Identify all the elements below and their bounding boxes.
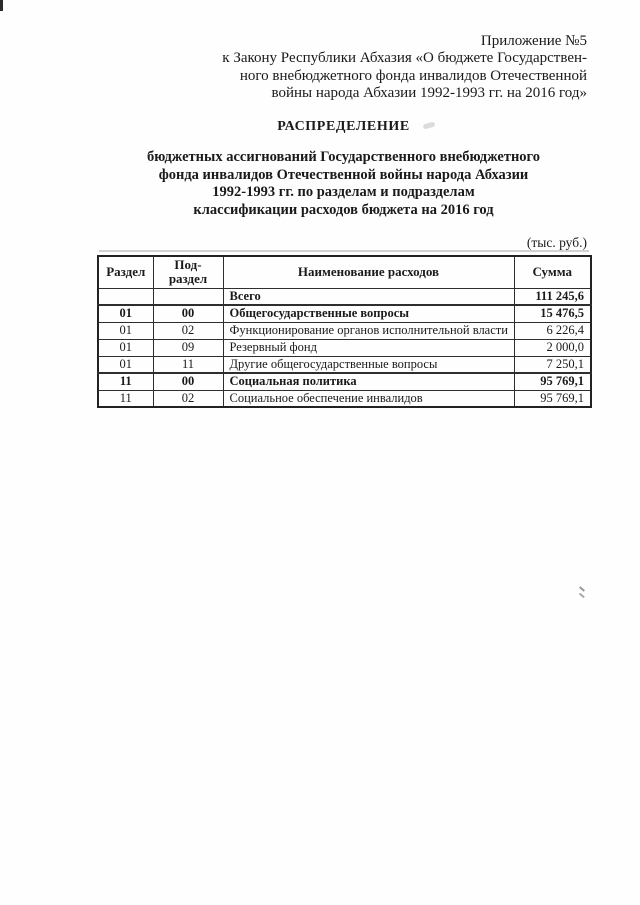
table-header (98, 256, 591, 288)
cell-podrazdel: 09 (153, 339, 223, 356)
appendix-line: войны народа Абхазии 1992-1993 гг. на 2016 год» (271, 85, 587, 102)
cell-razdel (98, 288, 153, 305)
table-row-section (98, 305, 591, 322)
cell-sum: 95 769,1 (514, 390, 591, 407)
cell-name: Общегосударственные вопросы (223, 305, 514, 322)
cell-razdel: 01 (98, 356, 153, 373)
appendix-line: ного внебюджетного фонда инвалидов Отечественной (239, 67, 587, 84)
cell-sum: 15 476,5 (514, 305, 591, 322)
scan-artifact-corner (0, 0, 3, 11)
col-header-razdel: Раздел (98, 256, 153, 288)
cell-sum: 7 250,1 (514, 356, 591, 373)
subtitle-line: фонда инвалидов Отечественной войны народа Абхазии (158, 166, 529, 183)
cell-name: Социальное обеспечение инвалидов (223, 390, 514, 407)
units-note: (тыс. руб.) (526, 235, 587, 250)
col-header-podrazdel: Под-раздел (153, 256, 223, 288)
cell-razdel: 01 (98, 322, 153, 339)
cell-razdel: 11 (98, 390, 153, 407)
document-subtitle (97, 149, 590, 219)
scan-artifact-table-shadow (99, 250, 589, 252)
table-row-total (98, 288, 591, 305)
table-row (98, 390, 591, 407)
cell-podrazdel: 00 (153, 305, 223, 322)
budget-table (97, 255, 592, 408)
cell-razdel: 01 (98, 305, 153, 322)
cell-podrazdel: 02 (153, 390, 223, 407)
table-header-row (98, 256, 591, 288)
table-row-section (98, 373, 591, 390)
cell-sum: 6 226,4 (514, 322, 591, 339)
appendix-block (117, 33, 587, 103)
document-title: РАСПРЕДЕЛЕНИЕ (277, 119, 410, 134)
appendix-line: Приложение №5 (480, 33, 587, 49)
table-row (98, 356, 591, 373)
cell-razdel: 01 (98, 339, 153, 356)
cell-name: Социальная политика (223, 373, 514, 390)
cell-podrazdel: 00 (153, 373, 223, 390)
cell-sum: 2 000,0 (514, 339, 591, 356)
cell-name: Всего (223, 288, 514, 305)
cell-sum: 95 769,1 (514, 373, 591, 390)
table-row (98, 322, 591, 339)
cell-razdel: 11 (98, 373, 153, 390)
cell-podrazdel: 11 (153, 356, 223, 373)
cell-name: Резервный фонд (223, 339, 514, 356)
cell-name: Другие общегосударственные вопросы (223, 356, 514, 373)
appendix-line: к Закону Республики Абхазия «О бюджете Государствен- (222, 50, 587, 67)
subtitle-line: бюджетных ассигнований Государственного внебюджетного (146, 149, 541, 165)
subtitle-line: классификации расходов бюджета на 2016 год (193, 201, 494, 218)
cell-sum: 111 245,6 (514, 288, 591, 305)
cell-name: Функционирование органов исполнительной власти (223, 322, 514, 339)
subtitle-line: 1992-1993 гг. по разделам и подразделам (212, 184, 475, 200)
col-header-sum: Сумма (514, 256, 591, 288)
table-row (98, 339, 591, 356)
col-header-name: Наименование расходов (223, 256, 514, 288)
cell-podrazdel: 02 (153, 322, 223, 339)
cell-podrazdel (153, 288, 223, 305)
scan-artifact-squiggle (579, 586, 585, 591)
